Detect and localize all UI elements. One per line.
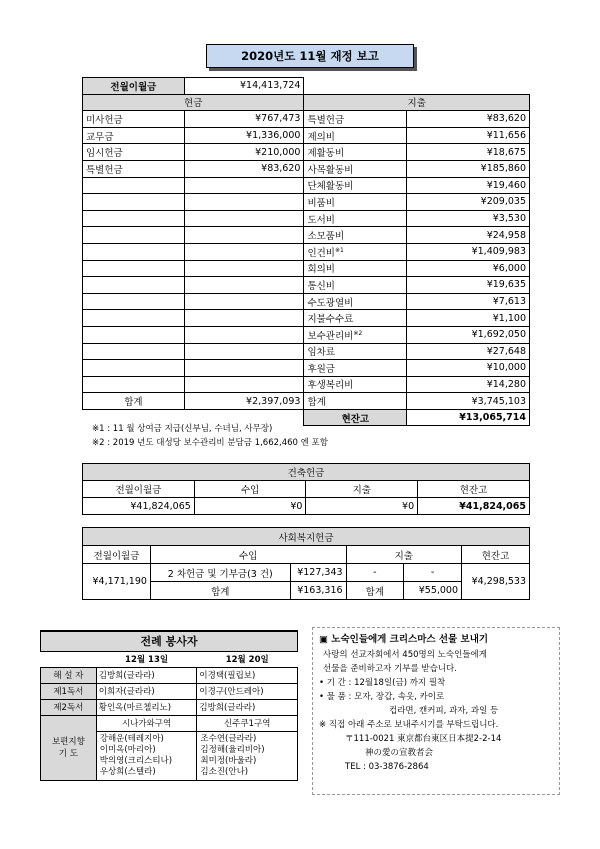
prayer-name: 이미옥(마리아)	[99, 744, 156, 755]
liturgy-date-1: 12월 13일	[96, 651, 197, 667]
notice-title-text: 노숙인들에게 크리스마스 선물 보내기	[331, 634, 489, 645]
expense-label	[304, 293, 407, 310]
expense-value: ¥7,613	[407, 293, 530, 310]
prayer-role-line-1: 보편지향	[51, 736, 85, 747]
expense-label-text: 특별헌금	[307, 114, 345, 126]
finance-row	[83, 310, 530, 327]
expense-value: ¥14,280	[407, 376, 530, 393]
liturgy-server-1: 김방희(글라라)	[96, 667, 197, 683]
building-expense: ¥0	[306, 498, 418, 515]
expense-value: ¥19,635	[407, 277, 530, 294]
expense-label-text: 사목활동비	[307, 164, 354, 176]
liturgy-server-2: 김방희(글라라)	[197, 699, 298, 715]
expense-value: ¥209,035	[407, 194, 530, 211]
welfare-carryover: ¥4,171,190	[83, 564, 151, 600]
expense-value: ¥11,656	[407, 127, 530, 144]
income-value	[184, 360, 304, 377]
income-value	[184, 277, 304, 294]
income-value	[184, 260, 304, 277]
notice-period: • 기 간 : 12월18일(금) 까지 필착	[319, 678, 446, 688]
expense-label	[304, 343, 407, 360]
liturgy-row	[41, 683, 298, 699]
liturgy-servers-table	[40, 630, 298, 781]
income-label	[83, 260, 185, 277]
income-value	[184, 326, 304, 343]
finance-row	[83, 227, 530, 244]
prayer-role-line-2: 기 도	[58, 748, 78, 759]
notice-note: ※ 직접 아래 주소로 보내주시기를 부탁드립니다.	[319, 720, 499, 730]
carryover-label: 전월이월금	[83, 78, 185, 95]
expense-value: ¥19,460	[407, 177, 530, 194]
expense-value: ¥24,958	[407, 227, 530, 244]
expense-label	[304, 111, 407, 128]
prayer-names-2	[197, 731, 298, 780]
liturgy-role: 제1독서	[41, 683, 97, 699]
finance-row	[83, 277, 530, 294]
expense-label	[304, 144, 407, 161]
finance-row	[83, 376, 530, 393]
expense-value: ¥1,100	[407, 310, 530, 327]
expense-label-text: 보수관리비	[307, 330, 354, 342]
income-label	[83, 360, 185, 377]
income-total-label: 합계	[83, 393, 185, 410]
liturgy-row	[41, 667, 298, 683]
expense-label-text: 단체활동비	[307, 181, 354, 193]
income-value: ¥767,473	[184, 111, 304, 128]
income-value	[184, 194, 304, 211]
welfare-expense-value: -	[404, 564, 462, 582]
expense-value: ¥1,692,050	[407, 326, 530, 343]
expense-label-text: 제활동비	[307, 148, 345, 160]
expense-label-text: 제의비	[307, 131, 335, 143]
christmas-gift-notice	[312, 627, 560, 795]
footnote-2: ※2 : 2019 년도 대성당 보수관리비 분담금 1,662,460 엔 포함	[92, 438, 328, 448]
expense-header: 지출	[304, 94, 530, 111]
expense-label-text: 후원금	[307, 363, 335, 375]
notice-items-1: • 물 품 : 모자, 장갑, 속옷, 카이로	[319, 692, 445, 702]
notice-title	[319, 633, 553, 647]
prayer-role	[41, 715, 97, 780]
income-value: ¥83,620	[184, 160, 304, 177]
finance-row	[83, 144, 530, 161]
finance-row	[83, 111, 530, 128]
income-label	[83, 376, 185, 393]
finance-row	[83, 177, 530, 194]
finance-row	[83, 194, 530, 211]
liturgy-role: 제2독서	[41, 699, 97, 715]
income-total-value: ¥2,397,093	[184, 393, 304, 410]
building-carryover: ¥41,824,065	[83, 498, 195, 515]
expense-label-text: 지불수수료	[307, 314, 354, 326]
welfare-balance: ¥4,298,533	[462, 564, 530, 600]
welfare-header-balance: 현잔고	[462, 546, 530, 564]
expense-label-text: 인건비	[307, 247, 335, 259]
income-label	[83, 343, 185, 360]
welfare-header-expense: 지출	[346, 546, 461, 564]
notice-line-1: 사랑의 선교자회에서 450명의 노숙인들에게	[323, 650, 487, 660]
income-label	[83, 310, 185, 327]
liturgy-role: 해 설 자	[41, 667, 97, 683]
report-title: 2020년도 11월 재정 보고	[206, 44, 414, 68]
welfare-expense-item: -	[346, 564, 404, 582]
liturgy-server-2: 이경택(필립보)	[197, 667, 298, 683]
finance-row	[83, 260, 530, 277]
building-header-expense: 지출	[306, 481, 418, 498]
income-value	[184, 177, 304, 194]
finance-row	[83, 160, 530, 177]
expense-value: ¥185,860	[407, 160, 530, 177]
expense-label	[304, 160, 407, 177]
building-header-income: 수입	[194, 481, 306, 498]
carryover-value: ¥14,413,724	[184, 78, 304, 95]
expense-label	[304, 177, 407, 194]
footnote-1: ※1 : 11 월 상여금 지급(신부님, 수녀님, 사무장)	[92, 424, 273, 434]
expense-label	[304, 260, 407, 277]
finance-row	[83, 343, 530, 360]
income-label: 임시헌금	[83, 144, 185, 161]
income-value	[184, 310, 304, 327]
finance-row	[83, 243, 530, 260]
building-balance: ¥41,824,065	[418, 498, 530, 515]
building-fund-table	[82, 463, 530, 515]
income-label: 교무금	[83, 127, 185, 144]
liturgy-row	[41, 699, 298, 715]
finance-row	[83, 326, 530, 343]
expense-label-text: 임차료	[307, 347, 335, 359]
income-label	[83, 243, 185, 260]
expense-label	[304, 127, 407, 144]
liturgy-server-2: 이경구(안드레아)	[197, 683, 298, 699]
welfare-header-income: 수입	[150, 546, 346, 564]
footnotes	[92, 422, 328, 450]
finance-row	[83, 210, 530, 227]
finance-row	[83, 360, 530, 377]
welfare-title: 사회복지헌금	[83, 528, 530, 546]
welfare-income-total: ¥163,316	[290, 582, 346, 600]
expense-label-text: 회의비	[307, 264, 335, 276]
welfare-expense-total: ¥55,000	[404, 582, 462, 600]
finance-main-table	[82, 77, 530, 426]
prayer-names-1	[96, 731, 197, 780]
income-label	[83, 326, 185, 343]
expense-label	[304, 243, 407, 260]
income-value	[184, 210, 304, 227]
welfare-fund-table	[82, 527, 530, 600]
income-label	[83, 293, 185, 310]
welfare-expense-total-label: 합계	[346, 582, 404, 600]
notice-address: 〒111-0021 東京都台東区日本提2-2-14	[345, 734, 502, 744]
balance-label: 현잔고	[304, 409, 407, 426]
income-label: 미사헌금	[83, 111, 185, 128]
expense-label	[304, 310, 407, 327]
income-label	[83, 210, 185, 227]
liturgy-server-1: 이희자(글라라)	[96, 683, 197, 699]
welfare-income-label: 2 차헌금 및 기부금(3 건)	[150, 564, 290, 582]
liturgy-title: 전례 봉사자	[41, 631, 298, 651]
notice-org: 神の愛の宣教者会	[365, 748, 434, 758]
prayer-name: 조수연(글라라)	[200, 733, 257, 744]
liturgy-area-2: 신주쿠1구역	[197, 715, 298, 731]
income-label	[83, 177, 185, 194]
expense-label-text: 통신비	[307, 280, 335, 292]
prayer-name: 박의영(크리스티나)	[99, 755, 173, 766]
expense-label-text: 수도광열비	[307, 297, 354, 309]
income-label	[83, 194, 185, 211]
welfare-income-value: ¥127,343	[290, 564, 346, 582]
expense-total-label: 합계	[304, 393, 407, 410]
welfare-income-total-label: 합계	[150, 582, 290, 600]
building-title: 건축헌금	[83, 464, 530, 481]
liturgy-date-2: 12월 20일	[197, 651, 298, 667]
welfare-header-carryover: 전월이월금	[83, 546, 151, 564]
notice-bullet-icon: ▣	[319, 634, 328, 645]
income-value	[184, 227, 304, 244]
expense-label	[304, 277, 407, 294]
notice-line-2: 선물을 준비하고자 기부를 받습니다.	[323, 664, 457, 674]
finance-row	[83, 293, 530, 310]
liturgy-server-1: 황인옥(마르첼리노)	[96, 699, 197, 715]
building-income: ¥0	[194, 498, 306, 515]
footnote-mark: ※2	[353, 329, 363, 337]
expense-label	[304, 326, 407, 343]
expense-value: ¥83,620	[407, 111, 530, 128]
expense-value: ¥3,530	[407, 210, 530, 227]
expense-label	[304, 227, 407, 244]
expense-value: ¥27,648	[407, 343, 530, 360]
expense-value: ¥18,675	[407, 144, 530, 161]
prayer-name: 우상희(스텔라)	[99, 766, 156, 777]
expense-label	[304, 210, 407, 227]
income-label: 특별헌금	[83, 160, 185, 177]
expense-value: ¥1,409,983	[407, 243, 530, 260]
prayer-name: 김소진(안나)	[200, 766, 249, 777]
prayer-name: 김정해(율리비아)	[200, 744, 265, 755]
footnote-mark: ※1	[334, 246, 344, 254]
expense-label	[304, 194, 407, 211]
income-value	[184, 243, 304, 260]
prayer-name: 강해운(테레지아)	[99, 733, 164, 744]
expense-total-value: ¥3,745,103	[407, 393, 530, 410]
prayer-name: 최미정(바울라)	[200, 755, 257, 766]
expense-label	[304, 376, 407, 393]
expense-label	[304, 360, 407, 377]
expense-value: ¥6,000	[407, 260, 530, 277]
finance-row	[83, 127, 530, 144]
income-value: ¥1,336,000	[184, 127, 304, 144]
income-label	[83, 227, 185, 244]
income-label	[83, 277, 185, 294]
expense-label-text: 후생복리비	[307, 380, 354, 392]
expense-value: ¥10,000	[407, 360, 530, 377]
expense-label-text: 도서비	[307, 214, 335, 226]
liturgy-area-1: 시나가와구역	[96, 715, 197, 731]
notice-items-2: 컵라면, 캔커피, 과자, 과일 등	[389, 706, 499, 716]
income-value	[184, 343, 304, 360]
income-header: 현금	[83, 94, 304, 111]
expense-label-text: 비품비	[307, 197, 335, 209]
balance-value: ¥13,065,714	[407, 409, 530, 426]
income-value	[184, 376, 304, 393]
notice-tel: TEL : 03-3876-2864	[345, 762, 429, 772]
building-header-balance: 현잔고	[418, 481, 530, 498]
income-value: ¥210,000	[184, 144, 304, 161]
expense-label-text: 소모품비	[307, 231, 345, 243]
income-value	[184, 293, 304, 310]
building-header-carryover: 전월이월금	[83, 481, 195, 498]
